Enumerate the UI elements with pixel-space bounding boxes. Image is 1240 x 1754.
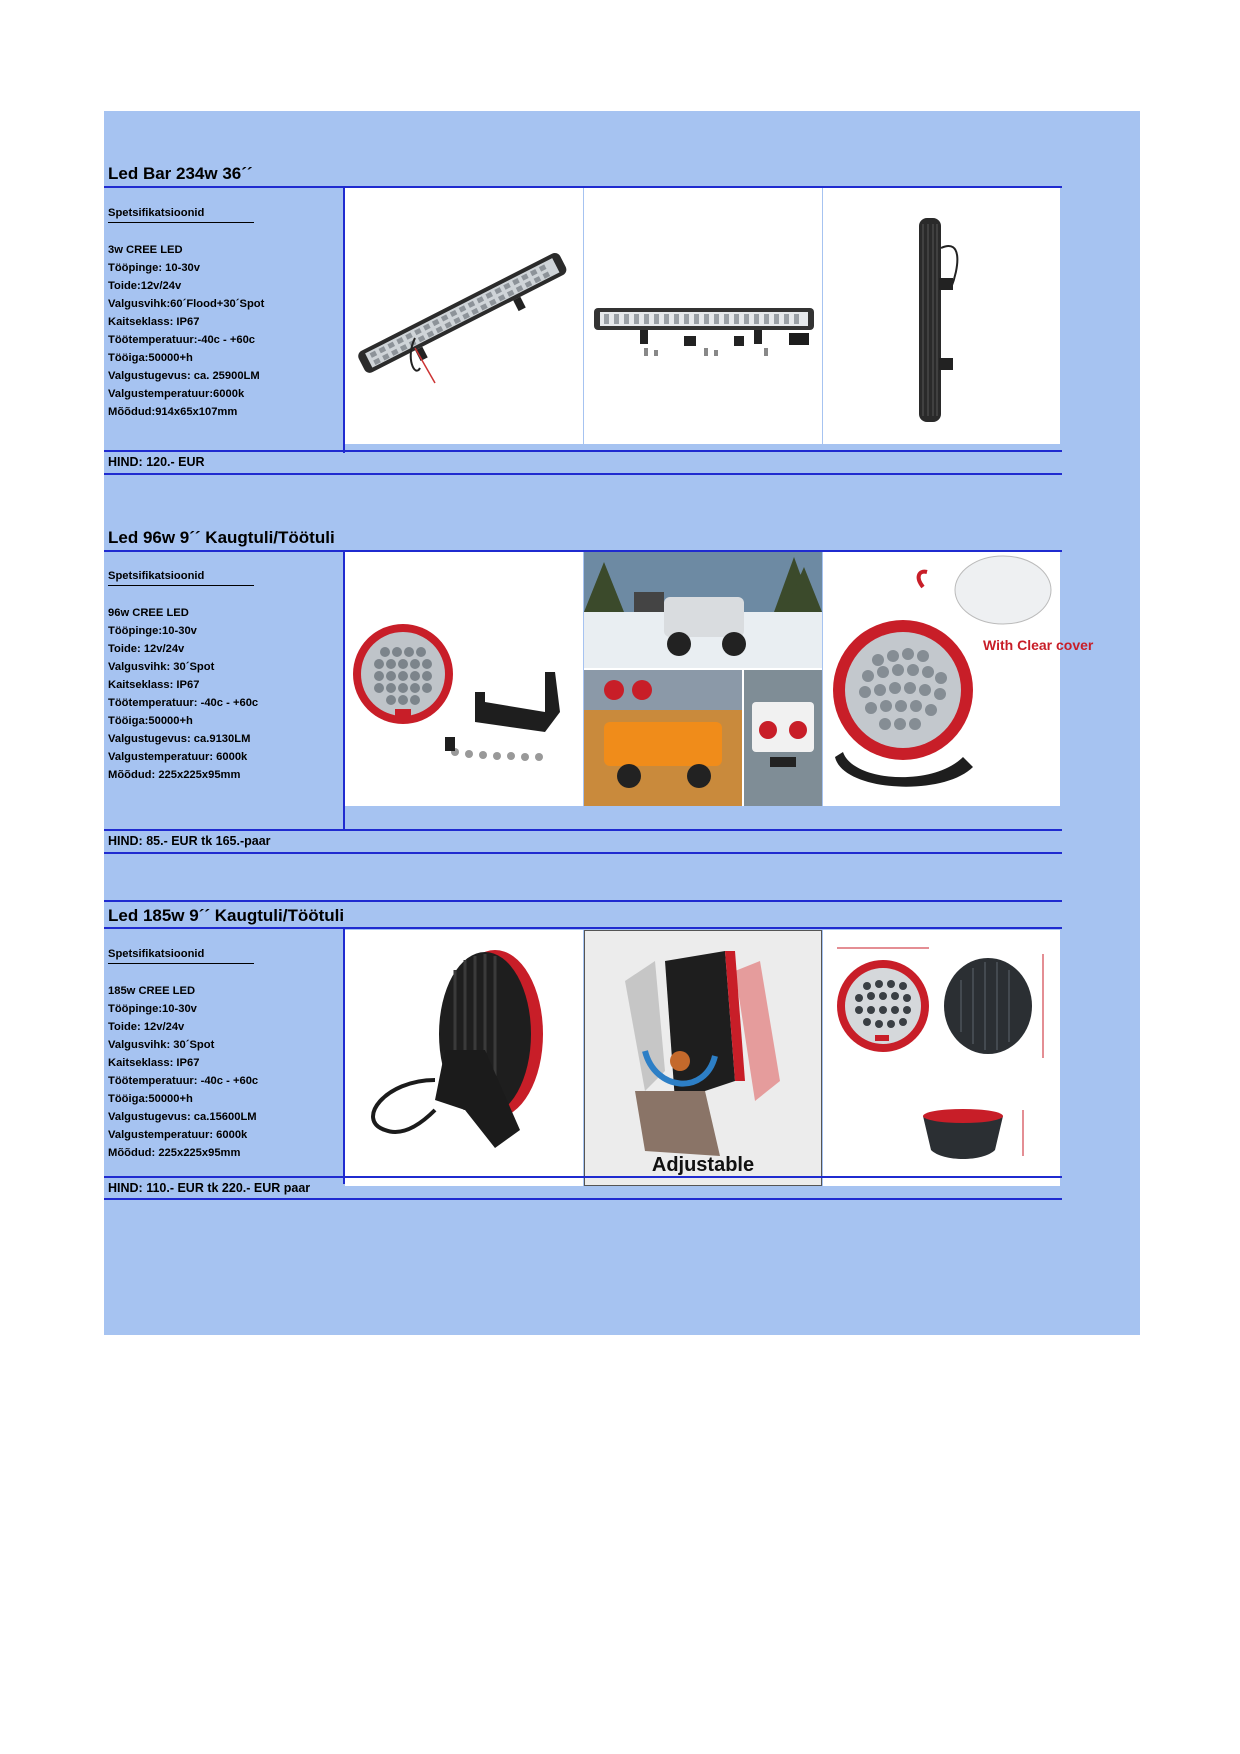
product-photo-lamp-clear-cover [823,552,1094,806]
product-photo-led-bar-kit [584,188,822,444]
spec-heading: Spetsifikatsioonid [108,204,254,223]
product-photo-lamp-adjustable [584,930,822,1186]
divider [104,900,1062,902]
spec-list [108,945,258,1162]
spec-item: 3w CREE LED [108,244,183,256]
spec-list [108,204,264,421]
spec-item: Valgustugevus: ca.15600LM [108,1111,257,1123]
divider [104,1198,1062,1200]
divider [104,473,1062,475]
divider [104,450,1062,452]
spec-item: Toide: 12v/24v [108,1021,185,1033]
product-photo-led-bar-angled [345,188,583,444]
spec-item: Kaitseklass: IP67 [108,679,200,691]
spec-item: Tööiga:50000+h [108,352,193,364]
product-title: Led Bar 234w 36´´ [108,164,253,183]
product-photo-lamp-dimensions [823,930,1060,1186]
divider [104,1176,1062,1178]
spec-item: 185w CREE LED [108,985,196,997]
product-photo-vehicle-collage [584,552,822,806]
spec-item: Valgustugevus: ca. 25900LM [108,370,260,382]
image-caption: With Clear cover [983,637,1094,653]
spec-heading: Spetsifikatsioonid [108,945,254,964]
divider [104,852,1062,854]
product-title: Led 96w 9´´ Kaugtuli/Töötuli [108,528,335,547]
product-photo-round-lamp-kit [345,552,583,806]
spec-item: Valgustemperatuur: 6000k [108,751,248,763]
spec-heading: Spetsifikatsioonid [108,567,254,586]
spec-item: Kaitseklass: IP67 [108,316,200,328]
spec-item: Tööpinge:10-30v [108,1003,197,1015]
spec-item: Toide:12v/24v [108,280,182,292]
spec-item: Tööiga:50000+h [108,1093,193,1105]
catalog-sheet [104,111,1140,1335]
spec-item: Kaitseklass: IP67 [108,1057,200,1069]
spec-item: Valgustugevus: ca.9130LM [108,733,251,745]
spec-item: Valgustemperatuur:6000k [108,388,245,400]
spec-item: Tööpinge:10-30v [108,625,197,637]
spec-item: Valgustemperatuur: 6000k [108,1129,248,1141]
image-caption: Adjustable [651,1154,755,1176]
divider [104,927,1062,929]
product-photo-lamp-back [345,930,583,1186]
spec-list [108,567,258,784]
spec-item: Töötemperatuur:-40c - +60c [108,334,256,346]
spec-item: Mõõdud:914x65x107mm [108,406,238,418]
spec-item: Töötemperatuur: -40c - +60c [108,697,259,709]
spec-item: 96w CREE LED [108,607,189,619]
product-photo-led-bar-side [823,188,1060,444]
spec-item: Valgusvihk: 30´Spot [108,1039,215,1051]
product-title: Led 185w 9´´ Kaugtuli/Töötuli [108,906,345,925]
spec-item: Töötemperatuur: -40c - +60c [108,1075,259,1087]
spec-item: Tööiga:50000+h [108,715,193,727]
spec-item: Mõõdud: 225x225x95mm [108,1147,241,1159]
spec-item: Valgusvihk:60´Flood+30´Spot [108,298,265,310]
divider [104,829,1062,831]
spec-item: Tööpinge: 10-30v [108,262,201,274]
spec-item: Toide: 12v/24v [108,643,185,655]
spec-item: Mõõdud: 225x225x95mm [108,769,241,781]
price-label: HIND: 85.- EUR tk 165.-paar [108,834,271,848]
spec-item: Valgusvihk: 30´Spot [108,661,215,673]
price-label: HIND: 120.- EUR [108,455,205,469]
price-label: HIND: 110.- EUR tk 220.- EUR paar [108,1181,311,1195]
